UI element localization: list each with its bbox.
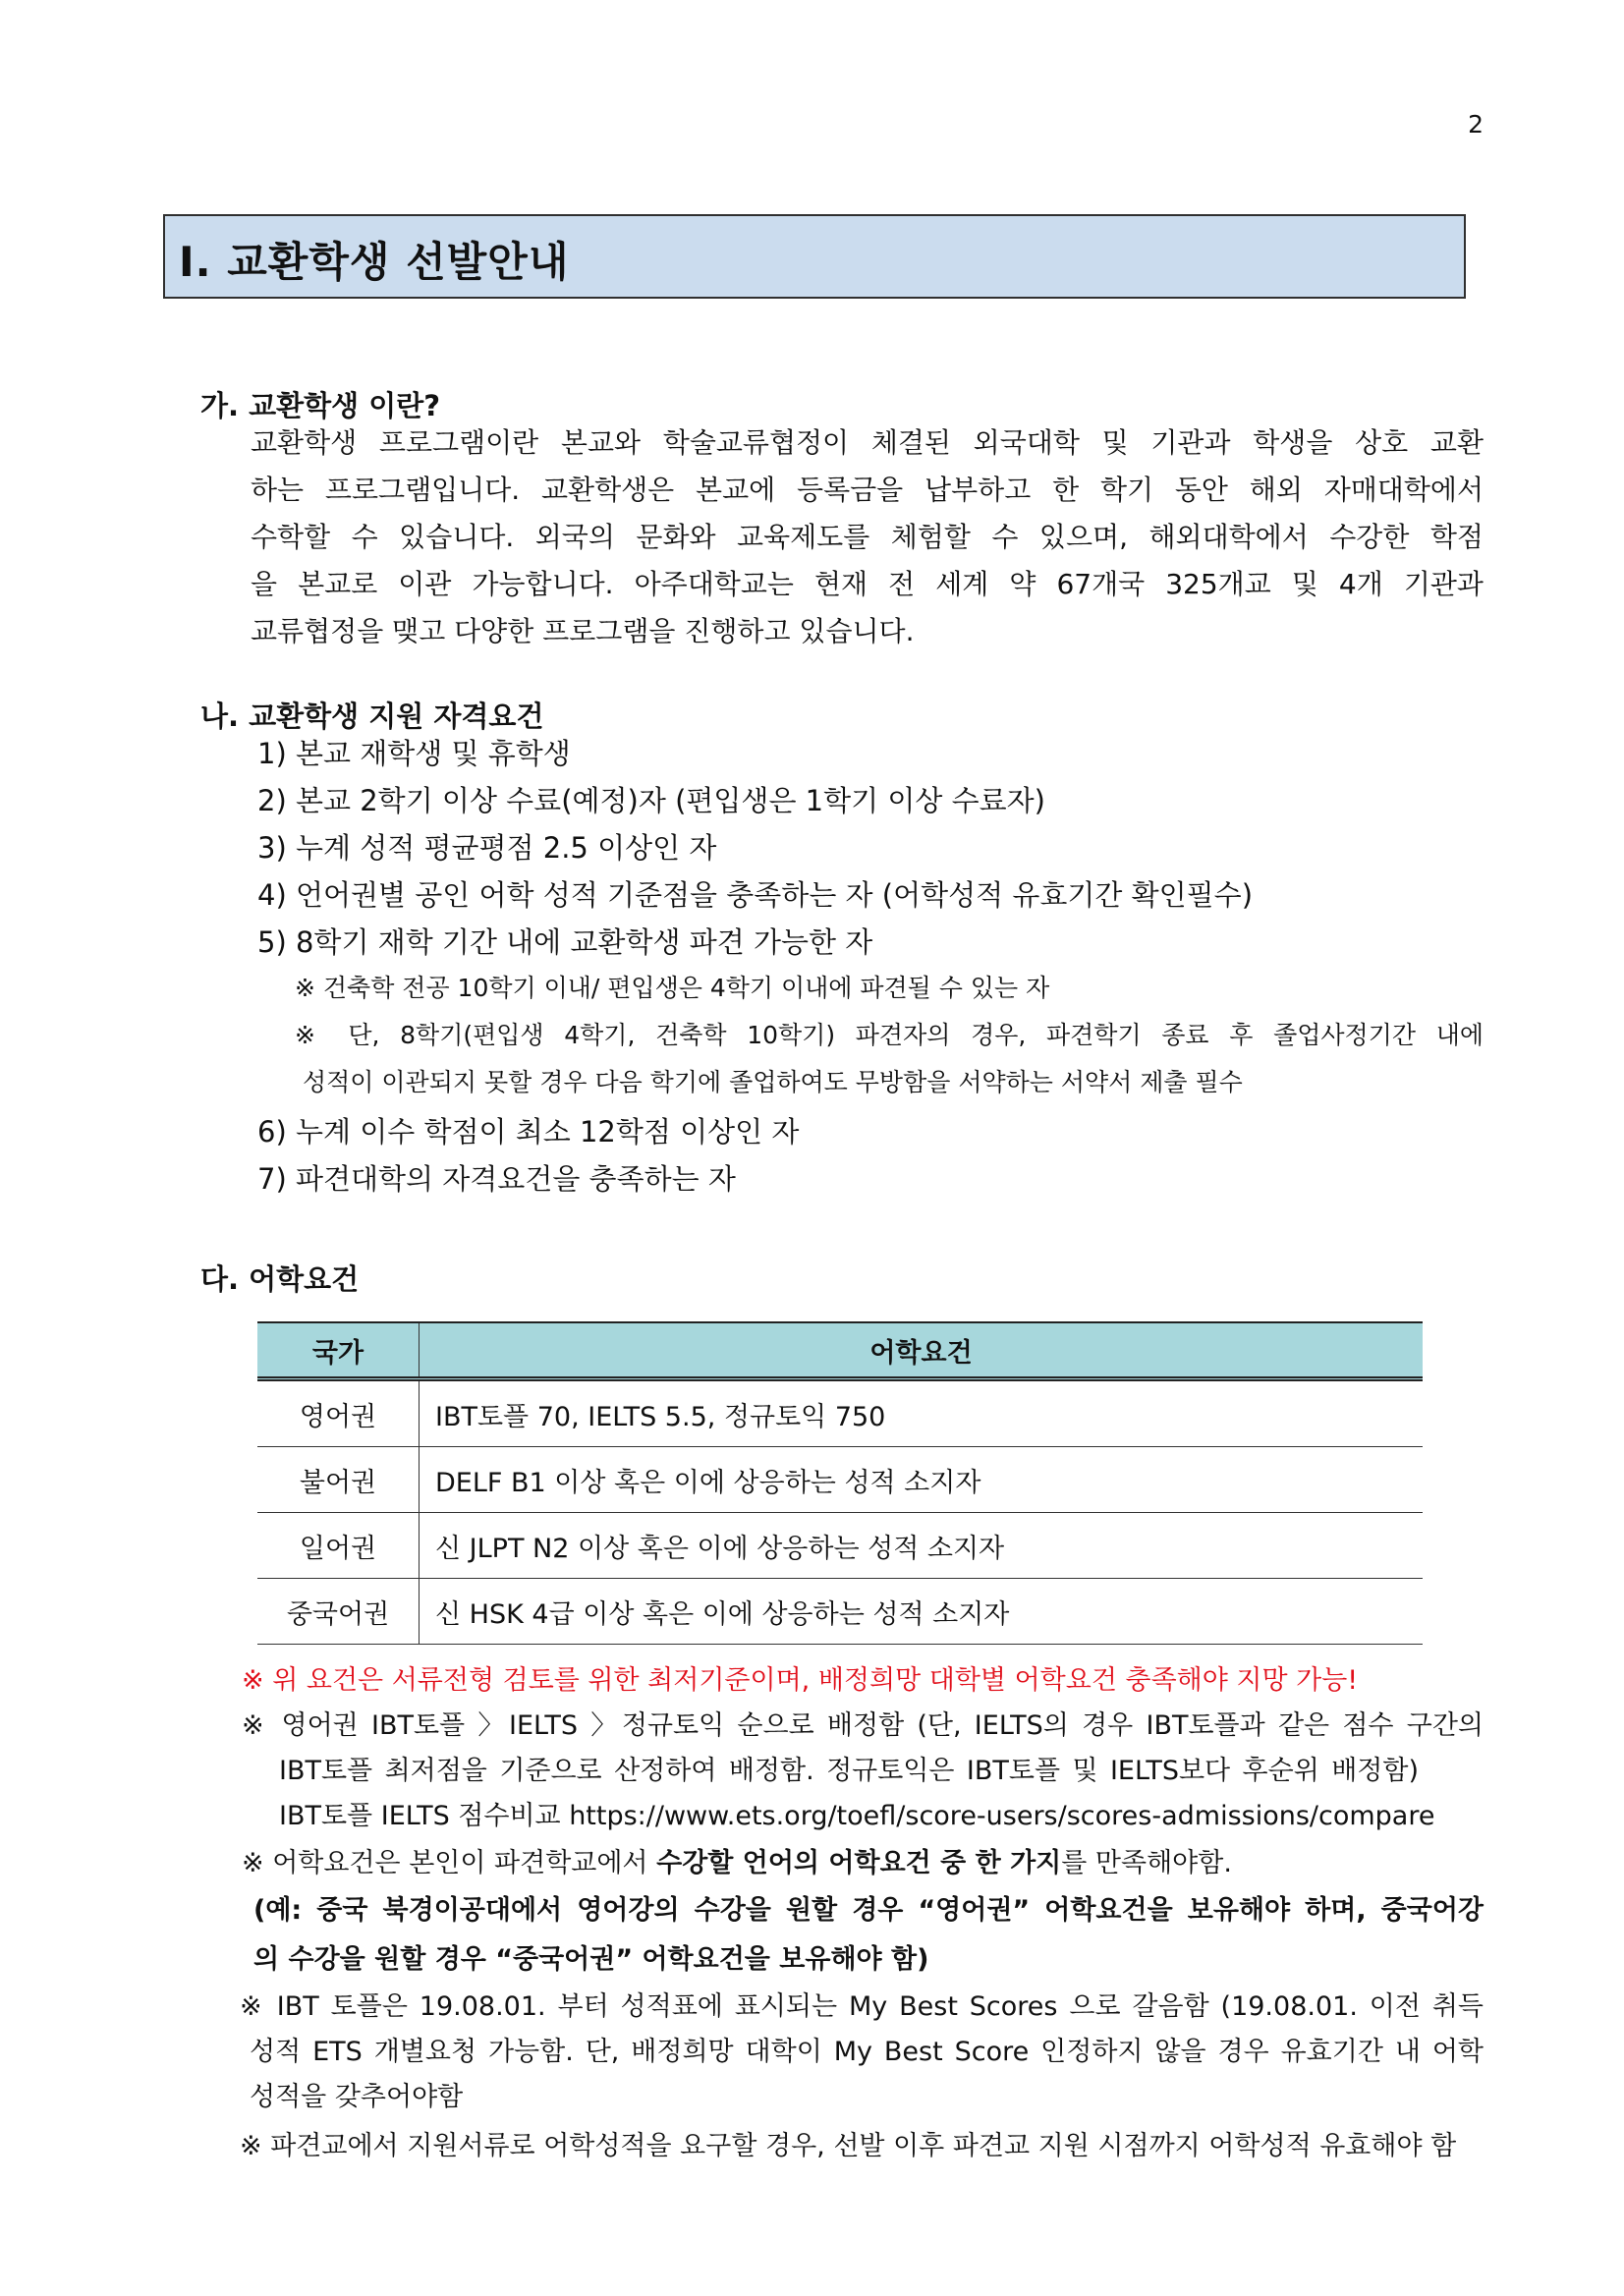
eligibility-note: 성적이 이관되지 못할 경우 다음 학기에 졸업하여도 무방함을 서약하는 서약서 제출 필수: [303, 1068, 1243, 1096]
eligibility-note: ※ 단, 8학기(편입생 4학기, 건축학 10학기) 파견자의 경우, 파견학기 종료 후 졸업사정기간 내에: [295, 1021, 1484, 1049]
example-note: 의 수강을 원할 경우 “중국어권” 어학요건을 보유해야 함): [253, 1944, 929, 1975]
ibt-best-scores-note: ※ IBT 토플은 19.08.01. 부터 성적표에 표시되는 My Best Scores 으로 갈음함 (19.08.01. 이전 취득: [240, 1991, 1484, 2022]
page-title: I. 교환학생 선발안내: [179, 238, 570, 286]
assignment-order-note: IBT토플 최저점을 기준으로 산정하여 배정함. 정규토익은 IBT토플 및 IELTS보다 후순위 배정함): [279, 1756, 1419, 1786]
country-cell: 영어권: [257, 1379, 420, 1447]
intro-line: 을 본교로 이관 가능합니다. 아주대학교는 현재 전 세계 약 67개국 325개교 및 4개 기관과: [251, 568, 1484, 600]
requirement-cell: DELF B1 이상 혹은 이에 상응하는 성적 소지자: [420, 1447, 1424, 1513]
country-cell: 중국어권: [257, 1579, 420, 1645]
column-header-requirement: 어학요건: [420, 1322, 1424, 1379]
country-cell: 일어권: [257, 1513, 420, 1579]
column-header-country: 국가: [257, 1322, 420, 1379]
minimum-criteria-warning: ※ 위 요건은 서류전형 검토를 위한 최저기준이며, 배정희망 대학별 어학요건 충족해야 지망 가능!: [242, 1665, 1359, 1696]
ibt-best-scores-note: 성적 ETS 개별요청 가능함. 단, 배정희망 대학이 My Best Score 인정하지 않을 경우 유효기간 내 어학: [250, 2037, 1484, 2067]
eligibility-item: 5) 8학기 재학 기간 내에 교환학생 파견 가능한 자: [257, 925, 873, 959]
requirement-cell: IBT토플 70, IELTS 5.5, 정규토익 750: [420, 1379, 1424, 1447]
note-text: ※ 어학요건은 본인이 파견학교에서: [242, 1848, 657, 1878]
note-text: 를 만족해야함.: [1061, 1848, 1232, 1878]
eligibility-item: 1) 본교 재학생 및 휴학생: [257, 737, 571, 770]
example-note: (예: 중국 북경이공대에서 영어강의 수강을 원할 경우 “영어권” 어학요건을 보유해야 하며, 중국어강: [253, 1895, 1484, 1926]
score-validity-note: ※ 파견교에서 지원서류로 어학성적을 요구할 경우, 선발 이후 파견교 지원 시점까지 어학성적 유효해야 함: [240, 2131, 1457, 2161]
requirement-cell: 신 JLPT N2 이상 혹은 이에 상응하는 성적 소지자: [420, 1513, 1424, 1579]
eligibility-item: 3) 누계 성적 평균평점 2.5 이상인 자: [257, 831, 717, 865]
intro-line: 하는 프로그램입니다. 교환학생은 본교에 등록금을 납부하고 한 학기 동안 해외 자매대학에서: [251, 474, 1484, 506]
intro-line: 교환학생 프로그램이란 본교와 학술교류협정이 체결된 외국대학 및 기관과 학생을 상호 교환: [251, 426, 1484, 459]
intro-line: 교류협정을 맺고 다양한 프로그램을 진행하고 있습니다.: [251, 615, 915, 647]
eligibility-note: ※ 건축학 전공 10학기 이내/ 편입생은 4학기 이내에 파견될 수 있는 자: [295, 974, 1050, 1002]
note-bold-text: 수강할 언어의 어학요건 중 한 가지: [656, 1848, 1062, 1878]
heading-eligibility: 나. 교환학생 지원 자격요건: [200, 700, 544, 733]
eligibility-item: 6) 누계 이수 학점이 최소 12학점 이상인 자: [257, 1115, 800, 1148]
country-cell: 불어권: [257, 1447, 420, 1513]
intro-line: 수학할 수 있습니다. 외국의 문화와 교육제도를 체험할 수 있으며, 해외대학에서 수강한 학점: [251, 521, 1484, 553]
one-of-requirements-note: [242, 1841, 1232, 1879]
heading-language-requirements: 다. 어학요건: [200, 1262, 360, 1296]
score-comparison-note: IBT토플 IELTS 점수비교 https://www.ets.org/toefl/score-users/scores-admissions/compare: [279, 1801, 1435, 1831]
requirement-cell: 신 HSK 4급 이상 혹은 이에 상응하는 성적 소지자: [420, 1579, 1424, 1645]
eligibility-item: 2) 본교 2학기 이상 수료(예정)자 (편입생은 1학기 이상 수료자): [257, 784, 1045, 817]
page-number: 2: [1468, 110, 1484, 139]
heading-what-is-exchange: 가. 교환학생 이란?: [200, 389, 441, 422]
assignment-order-note: ※ 영어권 IBT토플 〉IELTS 〉정규토익 순으로 배정함 (단, IELTS의 경우 IBT토플과 같은 점수 구간의: [242, 1710, 1484, 1741]
eligibility-item: 7) 파견대학의 자격요건을 충족하는 자: [257, 1162, 736, 1196]
language-notes: [242, 0, 1485, 2296]
ibt-best-scores-note: 성적을 갖추어야함: [250, 2082, 464, 2112]
eligibility-item: 4) 언어권별 공인 어학 성적 기준점을 충족하는 자 (어학성적 유효기간 확인필수): [257, 878, 1254, 912]
